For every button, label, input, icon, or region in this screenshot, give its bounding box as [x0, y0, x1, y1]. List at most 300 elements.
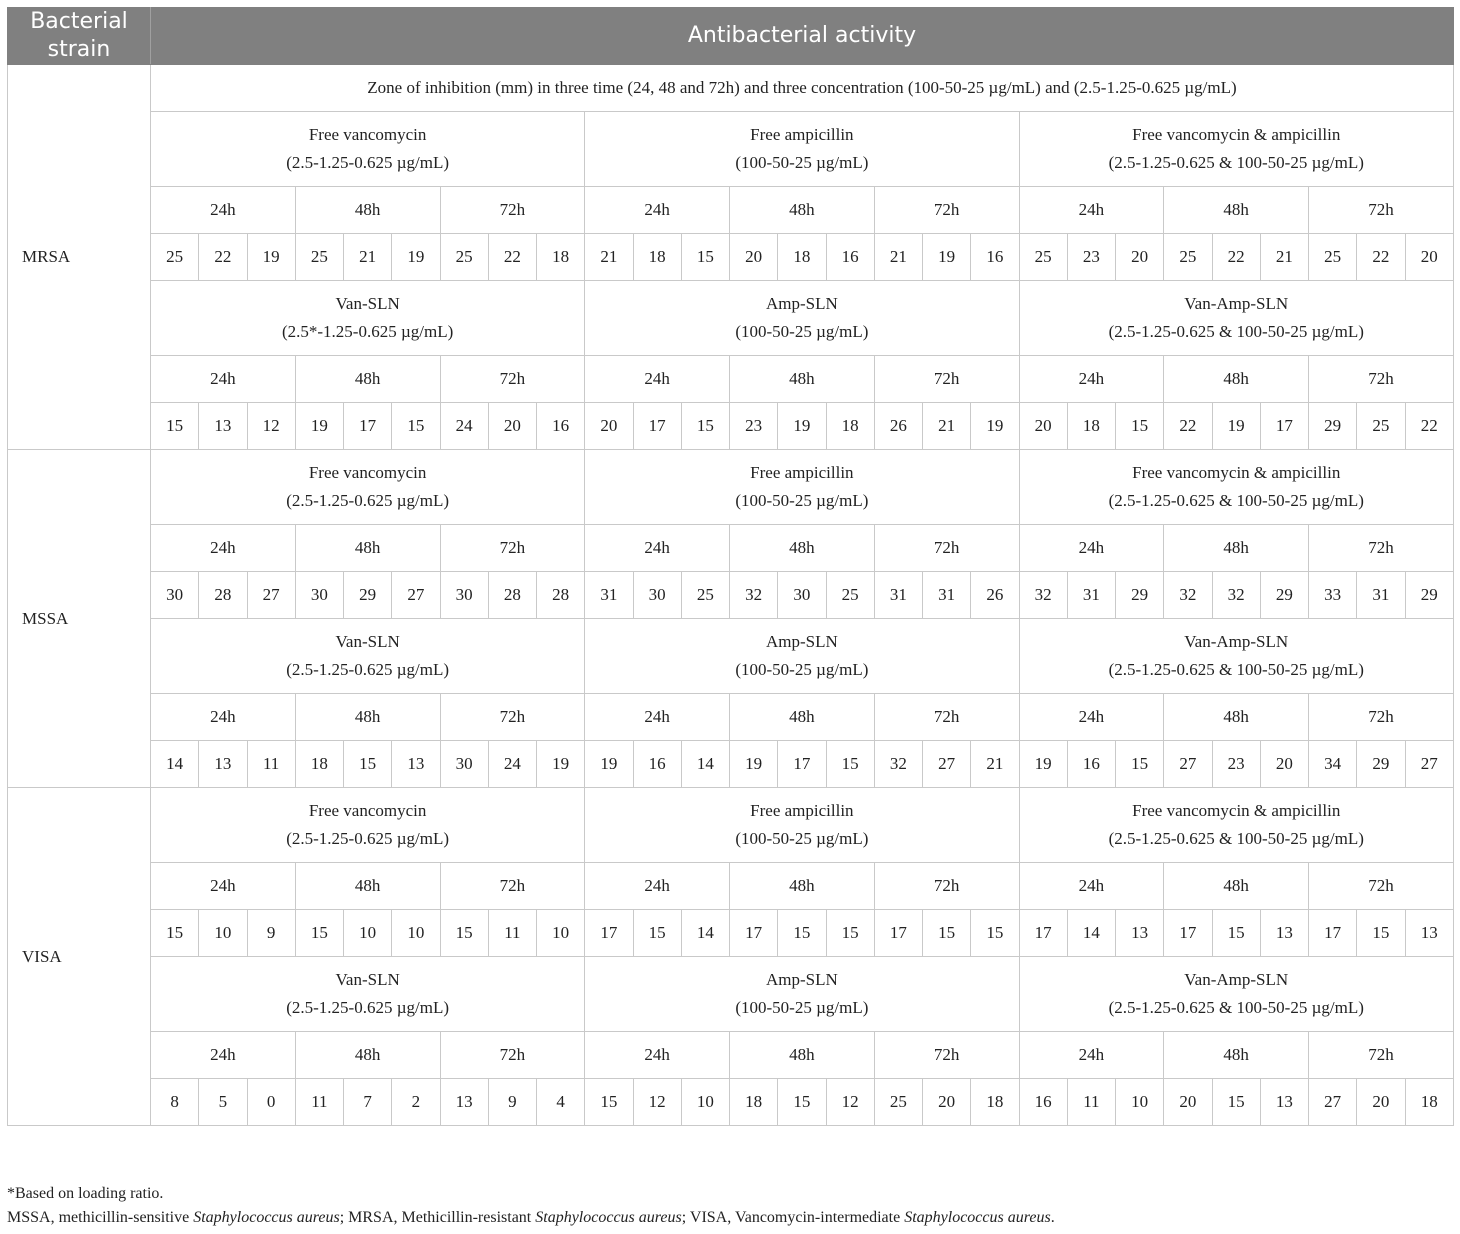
time-cell: 48h	[1164, 525, 1309, 572]
value-cell: 21	[344, 234, 392, 281]
footnote-abbreviations	[7, 1206, 1453, 1230]
value-cell: 10	[681, 1079, 729, 1126]
value-cell: 8	[151, 1079, 199, 1126]
time-cell: 24h	[151, 187, 296, 234]
footnote-loading-ratio: *Based on loading ratio.	[7, 1185, 164, 1202]
value-cell: 9	[488, 1079, 536, 1126]
agent-concentration: (100-50-25 µg/mL)	[735, 322, 869, 341]
time-cell: 72h	[1309, 1032, 1454, 1079]
time-cell: 72h	[874, 187, 1019, 234]
value-cell: 34	[1309, 741, 1357, 788]
time-cell: 24h	[1019, 356, 1164, 403]
agent-concentration: (2.5-1.25-0.625 µg/mL)	[286, 153, 450, 172]
value-cell: 15	[681, 234, 729, 281]
value-cell: 13	[1405, 910, 1453, 957]
agent-cell	[585, 112, 1019, 187]
value-cell: 19	[1212, 403, 1260, 450]
value-cell: 18	[1067, 403, 1115, 450]
value-cell: 15	[681, 403, 729, 450]
value-cell: 26	[971, 572, 1019, 619]
value-cell: 19	[1019, 741, 1067, 788]
value-cell: 20	[923, 1079, 971, 1126]
value-cell: 15	[151, 403, 199, 450]
value-cell: 14	[681, 741, 729, 788]
time-row	[8, 525, 1454, 572]
value-cell: 30	[295, 572, 343, 619]
agent-cell	[1019, 112, 1453, 187]
bacterial-strain-header: Bacterial strain	[8, 8, 151, 65]
strain-name-cell: MSSA	[8, 450, 151, 788]
agent-name: Van-Amp-SLN	[1184, 632, 1289, 651]
time-cell: 72h	[1309, 356, 1454, 403]
time-row	[8, 356, 1454, 403]
value-cell: 20	[1260, 741, 1308, 788]
value-cell: 25	[681, 572, 729, 619]
value-cell: 27	[923, 741, 971, 788]
value-cell: 28	[488, 572, 536, 619]
value-cell: 27	[1405, 741, 1453, 788]
value-cell: 32	[730, 572, 778, 619]
time-cell: 24h	[1019, 1032, 1164, 1079]
value-cell: 25	[874, 1079, 922, 1126]
value-cell: 17	[778, 741, 826, 788]
time-cell: 24h	[585, 694, 730, 741]
strain-name-cell: VISA	[8, 788, 151, 1126]
value-cell: 11	[488, 910, 536, 957]
footnote-text-part: MSSA, methicillin-sensitive	[7, 1209, 194, 1226]
value-cell: 31	[923, 572, 971, 619]
value-cell: 17	[344, 403, 392, 450]
value-cell: 12	[826, 1079, 874, 1126]
value-cell: 12	[633, 1079, 681, 1126]
time-cell: 48h	[730, 356, 875, 403]
value-cell: 13	[1260, 910, 1308, 957]
time-cell: 72h	[1309, 694, 1454, 741]
value-cell: 25	[440, 234, 488, 281]
value-cell: 15	[1357, 910, 1405, 957]
value-cell: 17	[730, 910, 778, 957]
agent-concentration: (100-50-25 µg/mL)	[735, 660, 869, 679]
value-cell: 16	[971, 234, 1019, 281]
value-cell: 15	[392, 403, 440, 450]
value-cell: 20	[730, 234, 778, 281]
time-row	[8, 694, 1454, 741]
value-cell: 4	[537, 1079, 585, 1126]
time-cell: 48h	[730, 863, 875, 910]
agent-cell	[585, 619, 1019, 694]
value-cell: 16	[826, 234, 874, 281]
time-cell: 24h	[585, 187, 730, 234]
value-cell: 12	[247, 403, 295, 450]
time-cell: 24h	[151, 525, 296, 572]
value-cell: 7	[344, 1079, 392, 1126]
value-cell: 32	[874, 741, 922, 788]
value-cell: 18	[1405, 1079, 1453, 1126]
agent-name: Free vancomycin	[308, 125, 427, 144]
antibacterial-activity-header: Antibacterial activity	[151, 8, 1454, 65]
value-cell: 20	[1116, 234, 1164, 281]
time-cell: 48h	[730, 525, 875, 572]
time-cell: 48h	[295, 694, 440, 741]
value-cell: 31	[585, 572, 633, 619]
agent-name: Amp-SLN	[765, 632, 838, 651]
agent-concentration: (100-50-25 µg/mL)	[735, 153, 869, 172]
value-cell: 15	[344, 741, 392, 788]
value-cell: 13	[199, 403, 247, 450]
value-cell: 15	[633, 910, 681, 957]
time-cell: 72h	[1309, 525, 1454, 572]
time-cell: 48h	[730, 694, 875, 741]
agent-concentration: (2.5*-1.25-0.625 µg/mL)	[281, 322, 454, 341]
value-cell: 21	[585, 234, 633, 281]
agent-cell	[585, 450, 1019, 525]
value-cell: 17	[633, 403, 681, 450]
time-cell: 48h	[295, 525, 440, 572]
agent-name: Free ampicillin	[750, 125, 854, 144]
value-cell: 18	[826, 403, 874, 450]
time-cell: 48h	[1164, 694, 1309, 741]
value-cell: 18	[537, 234, 585, 281]
value-cell: 28	[537, 572, 585, 619]
value-cell: 30	[440, 741, 488, 788]
value-cell: 31	[1067, 572, 1115, 619]
value-cell: 25	[1309, 234, 1357, 281]
value-cell: 15	[1116, 741, 1164, 788]
value-cell: 25	[1019, 234, 1067, 281]
time-cell: 48h	[1164, 1032, 1309, 1079]
time-cell: 24h	[585, 356, 730, 403]
value-cell: 11	[295, 1079, 343, 1126]
agent-name: Free vancomycin	[308, 463, 427, 482]
agent-name: Van-SLN	[335, 294, 400, 313]
agent-name: Free ampicillin	[750, 801, 854, 820]
agent-row	[8, 788, 1454, 863]
antibacterial-activity-table	[7, 7, 1454, 1126]
value-cell: 15	[1212, 1079, 1260, 1126]
value-cell: 15	[585, 1079, 633, 1126]
value-cell: 15	[778, 1079, 826, 1126]
values-row	[8, 1079, 1454, 1126]
value-cell: 10	[537, 910, 585, 957]
time-cell: 72h	[440, 1032, 585, 1079]
values-row	[8, 910, 1454, 957]
time-cell: 24h	[1019, 525, 1164, 572]
agent-cell	[1019, 788, 1453, 863]
value-cell: 15	[923, 910, 971, 957]
value-cell: 14	[681, 910, 729, 957]
value-cell: 0	[247, 1079, 295, 1126]
value-cell: 22	[1405, 403, 1453, 450]
value-cell: 11	[247, 741, 295, 788]
value-cell: 20	[585, 403, 633, 450]
agent-name: Van-Amp-SLN	[1184, 294, 1289, 313]
value-cell: 17	[1164, 910, 1212, 957]
footnote-text-part: Staphylococcus aureus	[193, 1209, 340, 1226]
value-cell: 10	[199, 910, 247, 957]
time-cell: 24h	[151, 356, 296, 403]
value-cell: 29	[1357, 741, 1405, 788]
value-cell: 17	[1309, 910, 1357, 957]
agent-concentration: (2.5-1.25-0.625 & 100-50-25 µg/mL)	[1108, 491, 1364, 510]
value-cell: 27	[1164, 741, 1212, 788]
value-cell: 15	[826, 910, 874, 957]
value-cell: 13	[1260, 1079, 1308, 1126]
value-cell: 30	[633, 572, 681, 619]
agent-concentration: (2.5-1.25-0.625 & 100-50-25 µg/mL)	[1108, 153, 1364, 172]
value-cell: 16	[1019, 1079, 1067, 1126]
value-cell: 13	[1116, 910, 1164, 957]
value-cell: 23	[730, 403, 778, 450]
time-cell: 48h	[295, 187, 440, 234]
value-cell: 14	[151, 741, 199, 788]
agent-cell	[151, 112, 585, 187]
time-cell: 48h	[1164, 863, 1309, 910]
value-cell: 22	[1357, 234, 1405, 281]
value-cell: 29	[344, 572, 392, 619]
time-cell: 24h	[1019, 187, 1164, 234]
footnote-text-part: ; MRSA, Methicillin-resistant	[339, 1209, 536, 1226]
footnote-text-part: .	[1050, 1209, 1055, 1226]
value-cell: 19	[537, 741, 585, 788]
footnote-text-part: Staphylococcus aureus	[535, 1209, 682, 1226]
value-cell: 33	[1309, 572, 1357, 619]
time-cell: 72h	[874, 863, 1019, 910]
value-cell: 31	[1357, 572, 1405, 619]
time-cell: 24h	[1019, 694, 1164, 741]
value-cell: 24	[488, 741, 536, 788]
time-cell: 72h	[440, 863, 585, 910]
agent-concentration: (2.5-1.25-0.625 & 100-50-25 µg/mL)	[1108, 660, 1364, 679]
value-cell: 29	[1309, 403, 1357, 450]
value-cell: 15	[778, 910, 826, 957]
values-row	[8, 741, 1454, 788]
time-cell: 24h	[151, 694, 296, 741]
value-cell: 11	[1067, 1079, 1115, 1126]
value-cell: 16	[1067, 741, 1115, 788]
value-cell: 19	[585, 741, 633, 788]
value-cell: 25	[1357, 403, 1405, 450]
time-cell: 24h	[151, 863, 296, 910]
value-cell: 28	[199, 572, 247, 619]
time-cell: 48h	[730, 1032, 875, 1079]
footnote-text-part: ; VISA, Vancomycin-intermediate	[681, 1209, 905, 1226]
value-cell: 10	[344, 910, 392, 957]
agent-name: Van-SLN	[335, 970, 400, 989]
value-cell: 15	[1116, 403, 1164, 450]
value-cell: 22	[488, 234, 536, 281]
agent-concentration: (2.5-1.25-0.625 & 100-50-25 µg/mL)	[1108, 829, 1364, 848]
agent-cell	[585, 788, 1019, 863]
value-cell: 25	[151, 234, 199, 281]
time-cell: 24h	[585, 863, 730, 910]
value-cell: 27	[1309, 1079, 1357, 1126]
value-cell: 21	[923, 403, 971, 450]
time-cell: 72h	[440, 525, 585, 572]
agent-cell	[151, 788, 585, 863]
value-cell: 29	[1116, 572, 1164, 619]
value-cell: 30	[778, 572, 826, 619]
value-cell: 20	[1405, 234, 1453, 281]
zone-of-inhibition-note: Zone of inhibition (mm) in three time (24, 48 and 72h) and three concentration (100-50-25 µg/mL) and (2.5-1.25-0.625 µg/mL)	[151, 65, 1454, 112]
agent-concentration: (2.5-1.25-0.625 & 100-50-25 µg/mL)	[1108, 998, 1364, 1017]
value-cell: 22	[1212, 234, 1260, 281]
value-cell: 22	[1164, 403, 1212, 450]
value-cell: 23	[1212, 741, 1260, 788]
agent-row	[8, 957, 1454, 1032]
agent-name: Van-Amp-SLN	[1184, 970, 1289, 989]
table-footnotes	[7, 1182, 1453, 1230]
agent-cell	[585, 281, 1019, 356]
agent-cell	[1019, 450, 1453, 525]
time-cell: 72h	[874, 694, 1019, 741]
value-cell: 17	[874, 910, 922, 957]
agent-row	[8, 450, 1454, 525]
time-row	[8, 187, 1454, 234]
time-cell: 72h	[440, 356, 585, 403]
value-cell: 5	[199, 1079, 247, 1126]
agent-cell	[151, 619, 585, 694]
agent-name: Free vancomycin & ampicillin	[1132, 801, 1341, 820]
value-cell: 18	[633, 234, 681, 281]
value-cell: 9	[247, 910, 295, 957]
agent-name: Amp-SLN	[765, 294, 838, 313]
time-cell: 24h	[151, 1032, 296, 1079]
agent-row	[8, 112, 1454, 187]
table-header-row	[8, 8, 1454, 65]
value-cell: 29	[1405, 572, 1453, 619]
value-cell: 30	[440, 572, 488, 619]
value-cell: 15	[1212, 910, 1260, 957]
agent-concentration: (2.5-1.25-0.625 µg/mL)	[286, 491, 450, 510]
value-cell: 26	[874, 403, 922, 450]
agent-name: Free vancomycin	[308, 801, 427, 820]
time-cell: 72h	[874, 356, 1019, 403]
value-cell: 17	[585, 910, 633, 957]
value-cell: 13	[440, 1079, 488, 1126]
time-cell: 48h	[295, 1032, 440, 1079]
value-cell: 32	[1164, 572, 1212, 619]
value-cell: 27	[392, 572, 440, 619]
value-cell: 20	[1357, 1079, 1405, 1126]
agent-concentration: (100-50-25 µg/mL)	[735, 998, 869, 1017]
time-cell: 24h	[1019, 863, 1164, 910]
time-cell: 72h	[1309, 187, 1454, 234]
agent-row	[8, 619, 1454, 694]
value-cell: 16	[633, 741, 681, 788]
value-cell: 15	[971, 910, 1019, 957]
time-cell: 48h	[1164, 356, 1309, 403]
values-row	[8, 234, 1454, 281]
agent-concentration: (100-50-25 µg/mL)	[735, 829, 869, 848]
value-cell: 14	[1067, 910, 1115, 957]
agent-cell	[1019, 957, 1453, 1032]
time-cell: 72h	[1309, 863, 1454, 910]
value-cell: 19	[923, 234, 971, 281]
agent-concentration: (100-50-25 µg/mL)	[735, 491, 869, 510]
value-cell: 10	[1116, 1079, 1164, 1126]
agent-row	[8, 281, 1454, 356]
time-cell: 72h	[874, 525, 1019, 572]
footnote-text-part: Staphylococcus aureus	[904, 1209, 1051, 1226]
value-cell: 2	[392, 1079, 440, 1126]
agent-name: Free vancomycin & ampicillin	[1132, 463, 1341, 482]
value-cell: 19	[778, 403, 826, 450]
time-cell: 72h	[440, 694, 585, 741]
value-cell: 19	[730, 741, 778, 788]
agent-cell	[151, 450, 585, 525]
agent-cell	[585, 957, 1019, 1032]
agent-name: Van-SLN	[335, 632, 400, 651]
agent-cell	[1019, 281, 1453, 356]
value-cell: 18	[295, 741, 343, 788]
agent-cell	[151, 957, 585, 1032]
agent-name: Free vancomycin & ampicillin	[1132, 125, 1341, 144]
value-cell: 15	[151, 910, 199, 957]
value-cell: 21	[1260, 234, 1308, 281]
value-cell: 18	[971, 1079, 1019, 1126]
value-cell: 25	[1164, 234, 1212, 281]
time-cell: 48h	[1164, 187, 1309, 234]
agent-concentration: (2.5-1.25-0.625 µg/mL)	[286, 829, 450, 848]
value-cell: 13	[199, 741, 247, 788]
agent-name: Free ampicillin	[750, 463, 854, 482]
values-row	[8, 572, 1454, 619]
value-cell: 24	[440, 403, 488, 450]
value-cell: 18	[730, 1079, 778, 1126]
value-cell: 15	[440, 910, 488, 957]
value-cell: 25	[295, 234, 343, 281]
time-cell: 48h	[295, 863, 440, 910]
value-cell: 20	[488, 403, 536, 450]
value-cell: 15	[826, 741, 874, 788]
value-cell: 21	[874, 234, 922, 281]
value-cell: 30	[151, 572, 199, 619]
value-cell: 10	[392, 910, 440, 957]
value-cell: 20	[1019, 403, 1067, 450]
table-body	[8, 65, 1454, 1126]
value-cell: 17	[1019, 910, 1067, 957]
value-cell: 15	[295, 910, 343, 957]
value-cell: 29	[1260, 572, 1308, 619]
time-cell: 24h	[585, 1032, 730, 1079]
value-cell: 20	[1164, 1079, 1212, 1126]
value-cell: 19	[392, 234, 440, 281]
agent-concentration: (2.5-1.25-0.625 µg/mL)	[286, 660, 450, 679]
value-cell: 31	[874, 572, 922, 619]
value-cell: 22	[199, 234, 247, 281]
agent-cell	[151, 281, 585, 356]
value-cell: 32	[1212, 572, 1260, 619]
agent-concentration: (2.5-1.25-0.625 & 100-50-25 µg/mL)	[1108, 322, 1364, 341]
time-row	[8, 1032, 1454, 1079]
value-cell: 16	[537, 403, 585, 450]
value-cell: 25	[826, 572, 874, 619]
time-cell: 48h	[295, 356, 440, 403]
value-cell: 13	[392, 741, 440, 788]
value-cell: 19	[971, 403, 1019, 450]
time-cell: 72h	[874, 1032, 1019, 1079]
time-cell: 48h	[730, 187, 875, 234]
agent-cell	[1019, 619, 1453, 694]
agent-concentration: (2.5-1.25-0.625 µg/mL)	[286, 998, 450, 1017]
time-cell: 24h	[585, 525, 730, 572]
value-cell: 23	[1067, 234, 1115, 281]
value-cell: 27	[247, 572, 295, 619]
value-cell: 19	[295, 403, 343, 450]
value-cell: 32	[1019, 572, 1067, 619]
values-row	[8, 403, 1454, 450]
strain-name-cell: MRSA	[8, 65, 151, 450]
